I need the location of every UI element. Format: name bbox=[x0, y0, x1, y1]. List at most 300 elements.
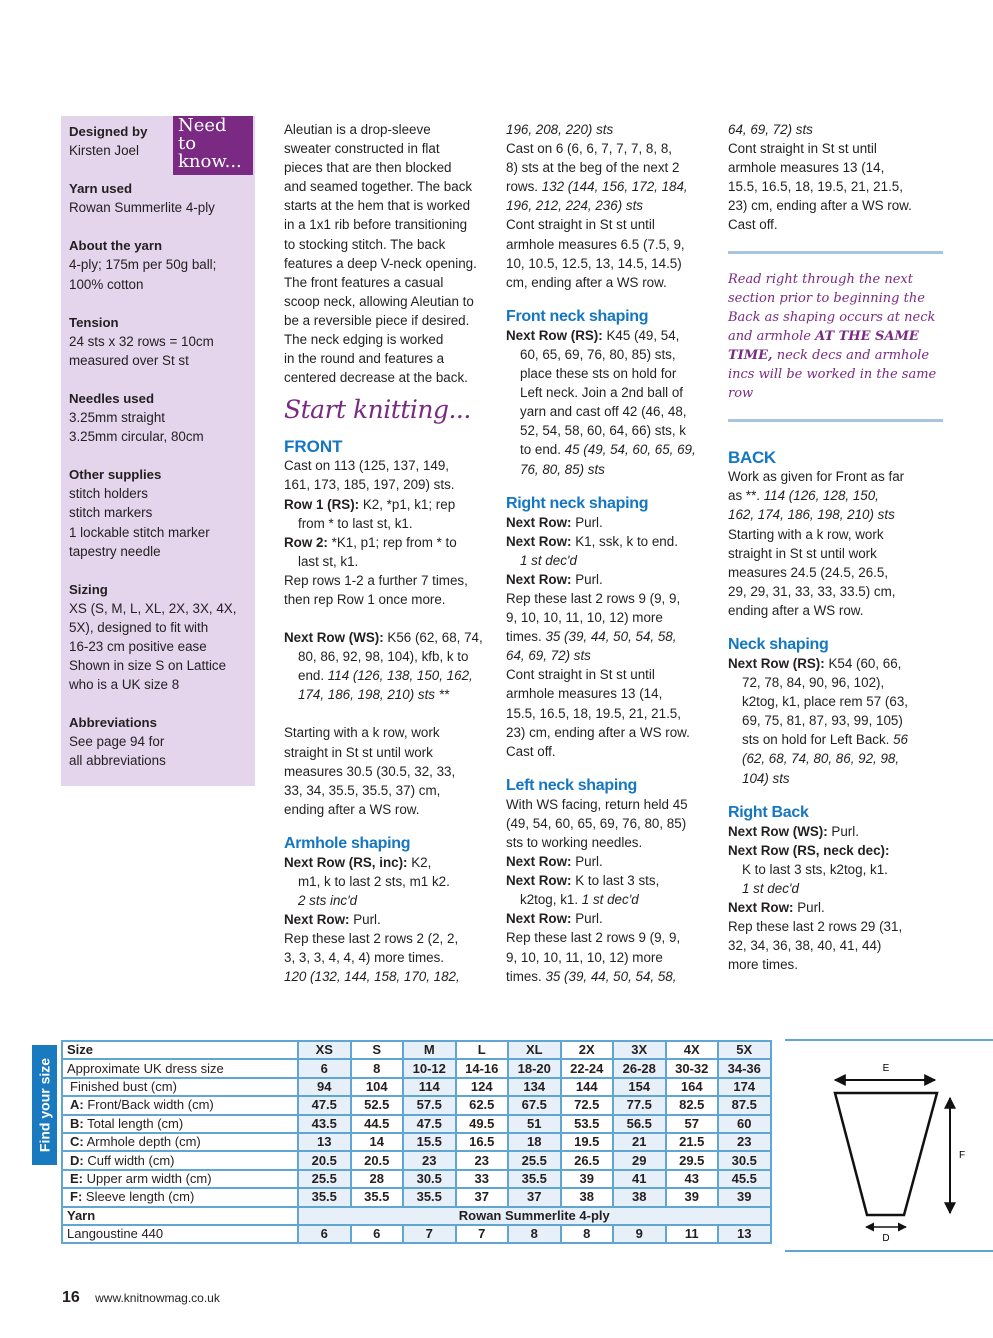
note-emphasis: AT THE SAME TIME, bbox=[728, 328, 919, 363]
text-line: from * to last st, k1. bbox=[298, 515, 413, 531]
stitch-count: 196, 208, 220) sts bbox=[506, 122, 614, 137]
stitch-count: 64, 69, 72) sts bbox=[506, 648, 591, 664]
row-label: Next Row: bbox=[506, 514, 572, 530]
row-label: Next Row (WS): bbox=[728, 823, 828, 839]
column-2 bbox=[506, 120, 718, 986]
text-line: Cast off. bbox=[506, 743, 556, 759]
table-cell: 13 bbox=[718, 1225, 771, 1243]
row-text: Purl. bbox=[793, 900, 825, 915]
need-to-know-sidebar bbox=[61, 116, 255, 786]
row-label: Next Row: bbox=[506, 911, 572, 927]
row-label bbox=[62, 1151, 298, 1169]
table-cell: 124 bbox=[456, 1078, 509, 1096]
row-text: K2, bbox=[407, 854, 432, 870]
sidebar-group-title: Other supplies bbox=[69, 467, 162, 483]
stitch-count: 114 (126, 128, 150, bbox=[763, 488, 879, 504]
row-text: K to last 3 sts, bbox=[571, 873, 660, 889]
badge-line: Need to bbox=[178, 115, 227, 154]
divider bbox=[728, 251, 943, 254]
sidebar-group-line: all abbreviations bbox=[69, 753, 166, 769]
sidebar-group-title: Needles used bbox=[69, 390, 155, 406]
table-cell: 57.5 bbox=[403, 1096, 456, 1114]
back-heading: BACK bbox=[728, 448, 776, 468]
text-plain: times. bbox=[506, 968, 546, 984]
text-line: 29, 29, 31, 33, 33, 33.5) cm, bbox=[728, 583, 896, 599]
table-cell: 30.5 bbox=[718, 1151, 771, 1169]
sidebar-group-line: Shown in size S on Lattice bbox=[69, 658, 227, 674]
text-line: 161, 173, 185, 197, 209) sts. bbox=[284, 477, 455, 493]
table-cell: 21 bbox=[613, 1133, 666, 1151]
table-cell: 38 bbox=[561, 1188, 614, 1206]
text-line: Cont straight in St st until bbox=[506, 217, 655, 233]
table-cell: 35.5 bbox=[298, 1188, 351, 1206]
table-cell: 49.5 bbox=[456, 1115, 509, 1133]
table-cell: 60 bbox=[718, 1115, 771, 1133]
text-line: The front features a casual bbox=[284, 274, 444, 290]
sidebar-group-line: 100% cotton bbox=[69, 276, 144, 292]
text-line: 69, 75, 81, 87, 93, 99, 105) bbox=[742, 713, 903, 729]
table-cell: 51 bbox=[508, 1115, 561, 1133]
text-line: more times. bbox=[728, 957, 798, 973]
text-plain: rows. bbox=[506, 179, 542, 195]
start-knitting-heading: Start knitting... bbox=[284, 395, 471, 425]
row-label-text: Finished bust (cm) bbox=[70, 1078, 177, 1094]
table-cell: 34-36 bbox=[718, 1059, 771, 1077]
stitch-count: 64, 69, 72) sts bbox=[728, 122, 813, 137]
size-header-cell: 2X bbox=[561, 1041, 614, 1059]
row-label-text: Front/Back width (cm) bbox=[83, 1097, 214, 1113]
stitch-count: 1 st dec'd bbox=[742, 880, 799, 896]
stitch-count: 174, 186, 198, 210) sts ** bbox=[298, 687, 450, 703]
sidebar-group-title: About the yarn bbox=[69, 238, 163, 254]
text-line: 23) cm, ending after a WS row. bbox=[728, 198, 912, 214]
table-row bbox=[62, 1115, 771, 1133]
table-cell: 37 bbox=[508, 1188, 561, 1206]
row-text: K54 (60, 66, bbox=[824, 655, 902, 671]
text-line bbox=[284, 666, 496, 685]
text-line: ending after a WS row. bbox=[728, 602, 864, 618]
page-footer bbox=[62, 1288, 220, 1308]
table-cell: 14 bbox=[351, 1133, 404, 1151]
row-label-text: Upper arm width (cm) bbox=[83, 1170, 212, 1186]
text-line bbox=[506, 890, 718, 909]
sidebar-group bbox=[69, 713, 247, 770]
table-cell: 6 bbox=[298, 1059, 351, 1077]
row-text: K56 (62, 68, 74, bbox=[383, 630, 483, 646]
text-line: Starting with a k row, work bbox=[284, 725, 440, 741]
row-label bbox=[62, 1096, 298, 1114]
table-cell: 9 bbox=[613, 1225, 666, 1243]
text-line: place these sts on hold for bbox=[520, 366, 677, 382]
row-label-text: Cuff width (cm) bbox=[83, 1152, 175, 1168]
table-cell: 94 bbox=[298, 1078, 351, 1096]
sleeve-diagram bbox=[785, 1039, 993, 1252]
text-line: k2tog, k1, place rem 57 (63, bbox=[742, 694, 908, 710]
row-prefix: F: bbox=[70, 1189, 83, 1205]
next-row bbox=[506, 532, 718, 551]
text-line: With WS facing, return held 45 bbox=[506, 796, 688, 812]
yarn-name: Rowan Summerlite 4-ply bbox=[298, 1207, 771, 1225]
text-line: The neck edging is worked bbox=[284, 332, 444, 348]
table-cell: 53.5 bbox=[561, 1115, 614, 1133]
table-cell: 164 bbox=[666, 1078, 719, 1096]
row-label: Next Row: bbox=[284, 912, 350, 928]
sidebar-group-line: See page 94 for bbox=[69, 734, 165, 750]
row-prefix: E: bbox=[70, 1170, 83, 1186]
size-header-cell: 3X bbox=[613, 1041, 666, 1059]
stitch-count: (62, 68, 74, 80, 86, 92, 98, bbox=[742, 751, 900, 767]
text-line: yarn and cast off 42 (46, 48, bbox=[520, 404, 687, 420]
text-line bbox=[506, 627, 718, 646]
table-cell: 18 bbox=[508, 1133, 561, 1151]
text-line: armhole measures 13 (14, bbox=[506, 686, 663, 702]
table-cell: 52.5 bbox=[351, 1096, 404, 1114]
front-neck-shaping-heading: Front neck shaping bbox=[506, 307, 649, 325]
table-cell: 35.5 bbox=[403, 1188, 456, 1206]
sidebar-group-line: stitch markers bbox=[69, 505, 153, 521]
table-cell: 10-12 bbox=[403, 1059, 456, 1077]
row-label: Row 1 (RS): bbox=[284, 496, 360, 512]
table-cell: 174 bbox=[718, 1078, 771, 1096]
stitch-count: 162, 174, 186, 198, 210) sts bbox=[728, 507, 895, 523]
text-line: 72, 78, 84, 90, 96, 102), bbox=[742, 675, 885, 691]
size-header-row bbox=[62, 1041, 771, 1059]
table-cell: 8 bbox=[561, 1225, 614, 1243]
row-label: Next Row: bbox=[506, 533, 572, 549]
row-label: Next Row: bbox=[506, 571, 572, 587]
row-label bbox=[62, 1133, 298, 1151]
header-label: Size bbox=[62, 1041, 298, 1059]
row-label-text: Total length (cm) bbox=[83, 1115, 184, 1131]
text-line: 10, 10.5, 12.5, 13, 14.5, 14.5) bbox=[506, 255, 682, 271]
stitch-count: 2 sts inc'd bbox=[298, 893, 358, 909]
sidebar-group-line: Rowan Summerlite 4-ply bbox=[69, 200, 215, 216]
text-line: 3, 3, 3, 4, 4, 4) more times. bbox=[284, 950, 445, 966]
text-line: 9, 10, 10, 11, 10, 12) more bbox=[506, 610, 663, 626]
sidebar-group-line: measured over St st bbox=[69, 352, 189, 368]
row-1 bbox=[284, 495, 496, 514]
text-line bbox=[728, 730, 943, 749]
size-header-cell: L bbox=[456, 1041, 509, 1059]
text-line: 15.5, 16.5, 18, 19.5, 21, 21.5, bbox=[728, 179, 903, 195]
sidebar-group-line: who is a UK size 8 bbox=[69, 677, 180, 693]
text-line: Cont straight in St st until bbox=[728, 141, 877, 157]
text-line bbox=[728, 486, 943, 505]
table-cell: 7 bbox=[456, 1225, 509, 1243]
right-back-heading: Right Back bbox=[728, 803, 809, 821]
table-cell: 28 bbox=[351, 1170, 404, 1188]
sidebar-group bbox=[69, 313, 247, 370]
row-label: Next Row: bbox=[506, 854, 572, 870]
stitch-count: 120 (132, 144, 158, 170, 182, bbox=[284, 969, 460, 985]
table-cell: 39 bbox=[666, 1188, 719, 1206]
table-cell: 41 bbox=[613, 1170, 666, 1188]
badge-line: know... bbox=[178, 151, 242, 172]
column-1 bbox=[284, 120, 496, 987]
text-line: 9, 10, 10, 11, 10, 12) more bbox=[506, 949, 663, 965]
text-line: Cast on 113 (125, 137, 149, bbox=[284, 458, 450, 474]
table-row bbox=[62, 1170, 771, 1188]
row-label: Next Row (RS): bbox=[728, 655, 825, 671]
sidebar-group bbox=[69, 236, 247, 293]
next-row bbox=[728, 898, 943, 917]
table-row bbox=[62, 1225, 771, 1243]
table-cell: 45.5 bbox=[718, 1170, 771, 1188]
next-row-rs-inc bbox=[284, 853, 496, 872]
table-cell: 23 bbox=[456, 1151, 509, 1169]
row-label: Next Row (RS): bbox=[506, 327, 603, 343]
size-header-cell: M bbox=[403, 1041, 456, 1059]
text-line: m1, k to last 2 sts, m1 k2. bbox=[298, 874, 450, 889]
sidebar-group-line: Kirsten Joel bbox=[69, 143, 139, 159]
row-2 bbox=[284, 533, 496, 552]
table-cell: 57 bbox=[666, 1115, 719, 1133]
sidebar-group-line: stitch holders bbox=[69, 486, 148, 502]
text-plain: times. bbox=[506, 629, 546, 645]
row-text: K45 (49, 54, bbox=[602, 327, 680, 343]
text-line bbox=[506, 967, 718, 986]
sidebar-group-line: 4-ply; 175m per 50g ball; bbox=[69, 257, 217, 273]
text-line: Starting with a k row, work bbox=[728, 526, 884, 542]
armhole-shaping-heading: Armhole shaping bbox=[284, 834, 411, 852]
column-3 bbox=[728, 120, 943, 974]
table-cell: 144 bbox=[561, 1078, 614, 1096]
text-line: K to last 3 sts, k2tog, k1. bbox=[742, 861, 888, 877]
text-line: Work as given for Front as far bbox=[728, 469, 905, 485]
row-label-text: Armhole depth (cm) bbox=[83, 1134, 201, 1150]
stitch-count: 132 (144, 156, 172, 184, bbox=[541, 179, 688, 195]
text-line: Cont straight in St st until bbox=[506, 667, 655, 683]
table-cell: 6 bbox=[351, 1225, 404, 1243]
size-header-cell: XS bbox=[298, 1041, 351, 1059]
sidebar-group-title: Abbreviations bbox=[69, 715, 157, 731]
table-cell: 11 bbox=[666, 1225, 719, 1243]
row-label: Next Row: bbox=[728, 900, 794, 915]
text-line: starts at the hem that is worked bbox=[284, 198, 471, 214]
sidebar-group bbox=[69, 179, 247, 217]
label-e: E bbox=[882, 1063, 890, 1074]
table-cell: 104 bbox=[351, 1078, 404, 1096]
tab-label: Find your size bbox=[35, 1057, 52, 1153]
text-line: sts to working needles. bbox=[506, 835, 643, 850]
sidebar-group-line: 16-23 cm positive ease bbox=[69, 638, 207, 654]
sleeve-shape bbox=[835, 1093, 937, 1215]
stitch-count: 196, 212, 224, 236) sts bbox=[506, 198, 643, 214]
stitch-count: 56 bbox=[893, 732, 909, 748]
table-cell: 114 bbox=[403, 1078, 456, 1096]
table-cell: 14-16 bbox=[456, 1059, 509, 1077]
text-line: Cast off. bbox=[728, 217, 778, 233]
table-cell: 47.5 bbox=[298, 1096, 351, 1114]
row-text: Purl. bbox=[827, 823, 859, 839]
text-line: Cast on 6 (6, 6, 7, 7, 7, 8, 8, bbox=[506, 141, 672, 157]
divider bbox=[728, 419, 943, 422]
table-cell: 33 bbox=[456, 1170, 509, 1188]
text-plain: end. bbox=[298, 668, 328, 684]
row-prefix: D: bbox=[70, 1152, 84, 1168]
need-to-know-badge bbox=[173, 116, 253, 175]
table-cell: 19.5 bbox=[561, 1133, 614, 1151]
next-row bbox=[506, 570, 718, 589]
table-row bbox=[62, 1096, 771, 1114]
row-label-text: Approximate UK dress size bbox=[67, 1060, 224, 1076]
text-line: Aleutian is a drop-sleeve bbox=[284, 122, 431, 137]
find-your-size-tab bbox=[32, 1045, 57, 1165]
next-row bbox=[506, 871, 718, 890]
sidebar-group bbox=[69, 389, 247, 446]
text-line: Rep rows 1-2 a further 7 times, bbox=[284, 572, 468, 588]
text-plain: sts on hold for Left Back. bbox=[742, 732, 894, 748]
sidebar-group bbox=[69, 465, 247, 560]
text-line: 80, 86, 92, 98, 104), kfb, k to bbox=[298, 649, 469, 665]
next-row-ws bbox=[284, 628, 496, 647]
row-label bbox=[62, 1059, 298, 1077]
sidebar-group-line: 3.25mm circular, 80cm bbox=[69, 429, 204, 445]
table-cell: 23 bbox=[403, 1151, 456, 1169]
text-line: be a reversible piece if desired. bbox=[284, 312, 470, 328]
text-plain: to end. bbox=[520, 442, 565, 458]
row-text: Purl. bbox=[571, 911, 603, 927]
text-line: Rep these last 2 rows 2 (2, 2, bbox=[284, 931, 459, 947]
table-cell: 22-24 bbox=[561, 1059, 614, 1077]
text-line: pieces that are then blocked bbox=[284, 160, 452, 176]
text-line: 52, 54, 58, 60, 64, 66) sts, k bbox=[520, 423, 686, 439]
table-cell: 134 bbox=[508, 1078, 561, 1096]
table-row bbox=[62, 1059, 771, 1077]
label-d: D bbox=[882, 1233, 890, 1244]
table-cell: 21.5 bbox=[666, 1133, 719, 1151]
text-line: then rep Row 1 once more. bbox=[284, 591, 446, 607]
table-cell: 25.5 bbox=[508, 1151, 561, 1169]
table-cell: 43 bbox=[666, 1170, 719, 1188]
table-cell: 77.5 bbox=[613, 1096, 666, 1114]
sidebar-group-title: Sizing bbox=[69, 581, 108, 597]
next-row bbox=[506, 852, 718, 871]
row-label: Langoustine 440 bbox=[62, 1225, 298, 1243]
stitch-count: 104) sts bbox=[742, 770, 790, 786]
stitch-count: 1 st dec'd bbox=[581, 892, 639, 908]
note-text: Read right through the next section prior to beginning the Back as shaping occurs at neck and armhole bbox=[728, 271, 936, 344]
table-cell: 15.5 bbox=[403, 1133, 456, 1151]
table-cell: 20.5 bbox=[351, 1151, 404, 1169]
table-row bbox=[62, 1133, 771, 1151]
text-line: straight in St st until work bbox=[284, 744, 433, 760]
row-text: Purl. bbox=[571, 571, 603, 587]
row-text: Purl. bbox=[349, 912, 381, 928]
row-label bbox=[62, 1170, 298, 1188]
text-line: 60, 65, 69, 76, 80, 85) sts, bbox=[520, 346, 676, 362]
yarn-label: Yarn bbox=[62, 1207, 298, 1225]
sidebar-group bbox=[69, 580, 247, 695]
next-row-rs bbox=[728, 654, 943, 673]
table-cell: 7 bbox=[403, 1225, 456, 1243]
row-text: K1, ssk, k to end. bbox=[571, 533, 678, 549]
table-cell: 38 bbox=[613, 1188, 666, 1206]
text-line bbox=[506, 177, 718, 196]
table-row bbox=[62, 1078, 771, 1096]
sidebar-group-line: 24 sts x 32 rows = 10cm bbox=[69, 333, 214, 349]
table-cell: 30.5 bbox=[403, 1170, 456, 1188]
text-line: straight in St st until work bbox=[728, 545, 877, 561]
table-cell: 16.5 bbox=[456, 1133, 509, 1151]
row-label bbox=[62, 1188, 298, 1206]
front-heading: FRONT bbox=[284, 437, 343, 457]
sidebar-group-line: 1 lockable stitch marker bbox=[69, 524, 210, 540]
text-line: Rep these last 2 rows 9 (9, 9, bbox=[506, 590, 681, 606]
text-line: 8) sts at the beg of the next 2 bbox=[506, 160, 680, 176]
table-cell: 37 bbox=[456, 1188, 509, 1206]
text-line: 15.5, 16.5, 18, 19.5, 21, 21.5, bbox=[506, 705, 681, 721]
website-link[interactable]: www.knitnowmag.co.uk bbox=[95, 1291, 220, 1305]
text-line: armhole measures 6.5 (7.5, 9, bbox=[506, 236, 685, 252]
note-text: neck decs and armhole incs will be worked in the same row bbox=[728, 347, 937, 402]
sidebar-group-line: 3.25mm straight bbox=[69, 410, 166, 426]
text-line: ending after a WS row. bbox=[284, 801, 420, 817]
size-header-cell: 5X bbox=[718, 1041, 771, 1059]
size-header-cell: 4X bbox=[666, 1041, 719, 1059]
stitch-count: 35 (39, 44, 50, 54, 58, bbox=[545, 968, 677, 984]
row-label: Row 2: bbox=[284, 534, 328, 550]
row-text: Purl. bbox=[571, 854, 603, 870]
text-line: last st, k1. bbox=[298, 553, 359, 569]
yarn-header-row bbox=[62, 1207, 771, 1225]
table-cell: 20.5 bbox=[298, 1151, 351, 1169]
text-line: centered decrease at the back. bbox=[284, 370, 468, 386]
text-line: in the round and features a bbox=[284, 351, 445, 367]
neck-shaping-heading: Neck shaping bbox=[728, 635, 829, 653]
table-cell: 8 bbox=[351, 1059, 404, 1077]
table-cell: 87.5 bbox=[718, 1096, 771, 1114]
table-cell: 23 bbox=[718, 1133, 771, 1151]
text-line: sweater constructed in flat bbox=[284, 141, 440, 157]
table-cell: 72.5 bbox=[561, 1096, 614, 1114]
size-table bbox=[61, 1040, 772, 1244]
row-prefix: A: bbox=[70, 1097, 84, 1113]
table-cell: 43.5 bbox=[298, 1115, 351, 1133]
page-number: 16 bbox=[62, 1289, 80, 1306]
table-row bbox=[62, 1151, 771, 1169]
sidebar-group-title: Designed by bbox=[69, 124, 148, 139]
row-label-text: Sleeve length (cm) bbox=[82, 1189, 195, 1205]
next-row-ws bbox=[728, 822, 943, 841]
text-line: in a 1x1 rib before transitioning bbox=[284, 217, 468, 233]
row-label: Next Row (RS, inc): bbox=[284, 854, 408, 870]
row-label: Next Row (RS, neck dec): bbox=[728, 842, 890, 858]
label-f: F bbox=[959, 1150, 966, 1161]
text-line: Rep these last 2 rows 29 (31, bbox=[728, 919, 903, 935]
table-cell: 39 bbox=[718, 1188, 771, 1206]
read-through-note bbox=[728, 270, 943, 404]
table-cell: 154 bbox=[613, 1078, 666, 1096]
text-line: to stocking stitch. The back bbox=[284, 236, 446, 252]
table-cell: 67.5 bbox=[508, 1096, 561, 1114]
text-line: 33, 34, 35.5, 35.5, 37) cm, bbox=[284, 782, 441, 798]
text-line: Rep these last 2 rows 9 (9, 9, bbox=[506, 930, 681, 946]
right-neck-shaping-heading: Right neck shaping bbox=[506, 494, 649, 512]
table-cell: 26-28 bbox=[613, 1059, 666, 1077]
table-cell: 29 bbox=[613, 1151, 666, 1169]
table-cell: 8 bbox=[508, 1225, 561, 1243]
stitch-count: 45 (49, 54, 60, 65, 69, bbox=[564, 442, 696, 458]
table-cell: 82.5 bbox=[666, 1096, 719, 1114]
table-cell: 25.5 bbox=[298, 1170, 351, 1188]
sidebar-group-line: XS (S, M, L, XL, 2X, 3X, 4X, bbox=[69, 600, 237, 616]
sidebar-group-title: Yarn used bbox=[69, 181, 133, 197]
row-label bbox=[62, 1115, 298, 1133]
row-text: K2, *p1, k1; rep bbox=[359, 496, 456, 512]
table-cell: 35.5 bbox=[351, 1188, 404, 1206]
text-plain: as **. bbox=[728, 488, 764, 504]
